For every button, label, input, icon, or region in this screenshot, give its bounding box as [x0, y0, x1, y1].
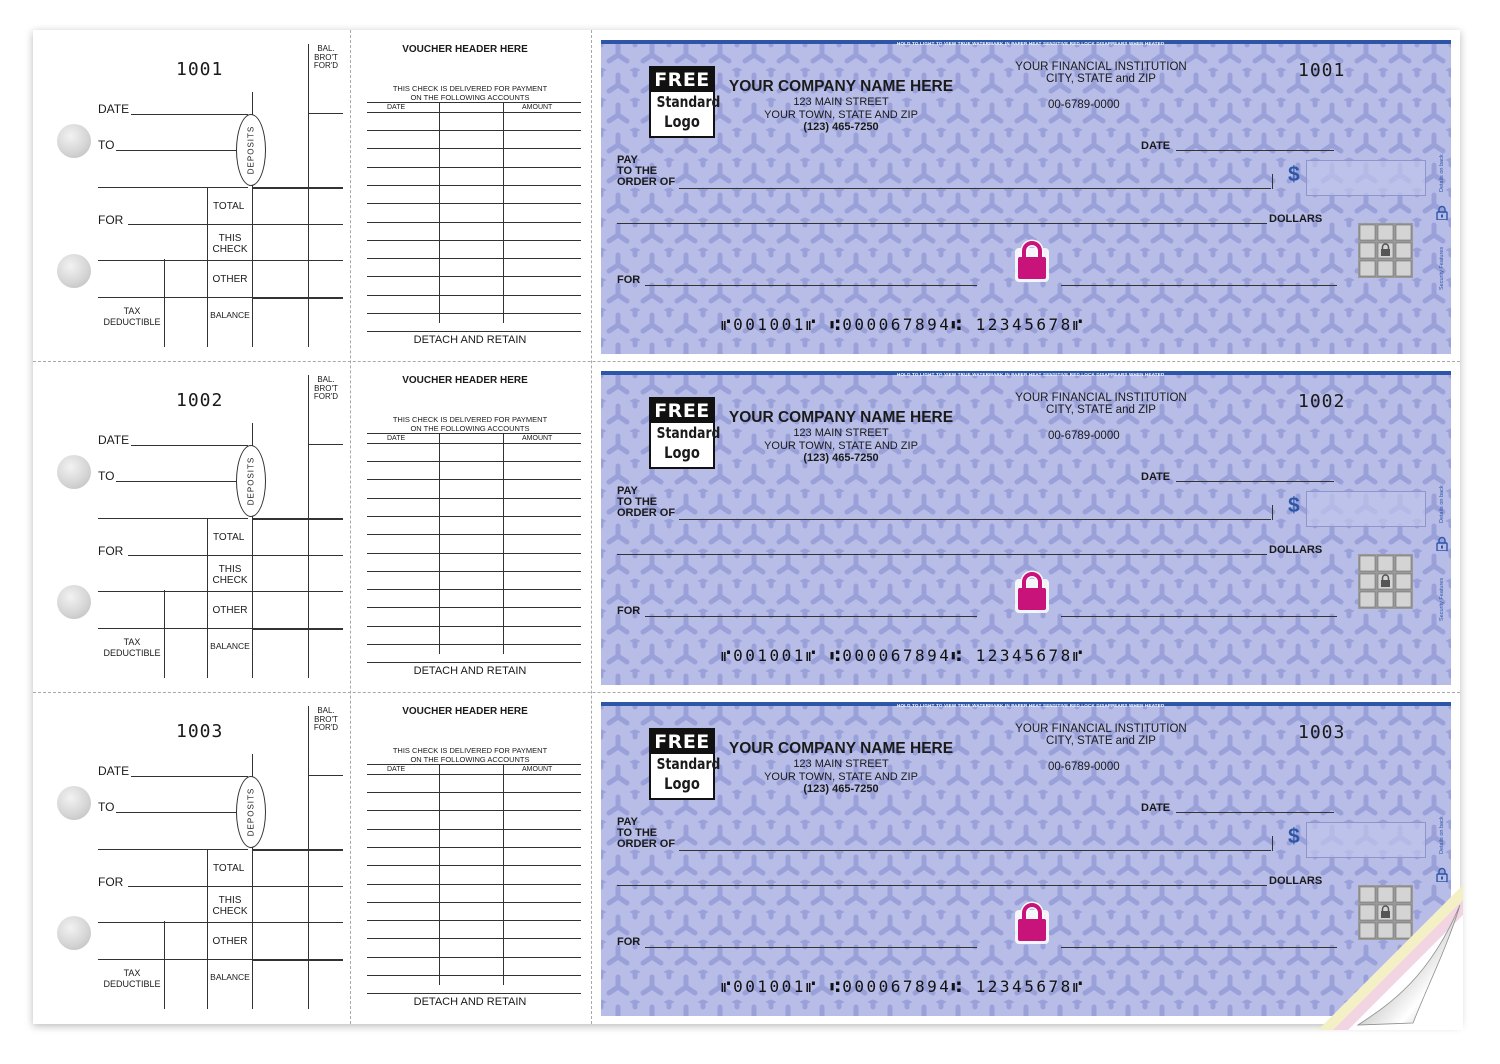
stub-line: [98, 628, 252, 629]
check-number: 1002: [1298, 391, 1346, 412]
company-logo: [649, 397, 721, 469]
logo-standard: Standard: [656, 93, 721, 111]
stub-for-line: [128, 555, 207, 556]
stub-column-line: [207, 518, 208, 678]
company-name: YOUR COMPANY NAME HERE: [728, 740, 954, 757]
company-street: 123 MAIN STREET: [793, 427, 889, 439]
voucher-grid-row-line: [367, 662, 581, 663]
check: [601, 40, 1451, 354]
company-town: YOUR TOWN, STATE AND ZIP: [764, 771, 918, 783]
stub-column-line: [207, 187, 208, 347]
voucher-subtitle-line2: ON THE FOLLOWING ACCOUNTS: [410, 755, 530, 764]
stub-line: [98, 187, 248, 188]
voucher-grid-row-line: [367, 938, 581, 939]
voucher-amount-column: AMOUNT: [522, 766, 553, 773]
voucher-grid-row-line: [367, 222, 581, 223]
stub-for-line: [128, 886, 207, 887]
deposits-label: DEPOSITS: [246, 125, 256, 175]
stub-this-check-label: THIS CHECK: [212, 895, 248, 917]
stub-balance-label: BALANCE: [210, 972, 250, 982]
mp-mark: MP: [1440, 702, 1449, 708]
bank-info: [1011, 61, 1191, 85]
voucher-grid-header-line: [367, 112, 581, 113]
dollars-label: DOLLARS: [1269, 213, 1323, 225]
check-number: 1001: [1298, 60, 1346, 81]
memo-label: FOR: [617, 605, 641, 617]
stub-line: [98, 297, 252, 298]
voucher-grid-row-line: [367, 479, 581, 480]
stub-to-label: TO: [98, 800, 115, 814]
stub-date-label: DATE: [98, 764, 130, 778]
logo-standard: Standard: [656, 755, 721, 773]
pay-to-the-order-of: [617, 486, 675, 519]
company-name: YOUR COMPANY NAME HERE: [728, 78, 954, 95]
security-lock-icon: [1436, 536, 1448, 551]
stub-total-label: TOTAL: [213, 863, 245, 874]
payee-line-end: [1272, 836, 1273, 851]
dollar-sign: $: [1288, 494, 1300, 517]
voucher-header: VOUCHER HEADER HERE: [402, 44, 528, 55]
voucher-grid-row-line: [367, 276, 581, 277]
company-phone: (123) 465-7250: [803, 452, 879, 464]
stub-thick-line: [252, 628, 343, 630]
stub-to-line: [116, 812, 248, 813]
stub-date-line: [131, 445, 248, 446]
bank-city: CITY, STATE and ZIP: [1046, 73, 1156, 85]
stub-column-line: [308, 776, 309, 1009]
stub-to-label: TO: [98, 469, 115, 483]
stub-column-line: [164, 259, 165, 347]
voucher-grid-column-line: [439, 102, 440, 323]
voucher-subtitle-line1: THIS CHECK IS DELIVERED FOR PAYMENT: [392, 415, 548, 424]
voucher-subtitle: [359, 746, 581, 764]
logo-logo: Logo: [664, 443, 700, 462]
stub-check-number: 1001: [176, 59, 224, 80]
voucher-grid-row-line: [367, 295, 581, 296]
voucher-grid-row-line: [367, 516, 581, 517]
security-features-text: Security Features: [1439, 577, 1445, 621]
stub-this-check-label: THIS CHECK: [212, 564, 248, 586]
check-date-label: DATE: [1141, 802, 1171, 814]
voucher-detach-label: DETACH AND RETAIN: [413, 665, 527, 677]
pay-line3: ORDER OF: [617, 176, 676, 188]
stub-line: [98, 591, 343, 592]
check-row-3: [33, 692, 1460, 1023]
voucher-grid-top: [367, 433, 581, 434]
voucher-grid-row-line: [367, 884, 581, 885]
stub-for-label: FOR: [98, 544, 124, 558]
logo-free: FREE: [651, 730, 713, 754]
voucher-date-column: DATE: [387, 766, 406, 773]
security-band: [601, 40, 1451, 44]
bank-city: CITY, STATE and ZIP: [1046, 735, 1156, 747]
stub-for-label: FOR: [98, 875, 124, 889]
stub-to-label: TO: [98, 138, 115, 152]
dollars-label: DOLLARS: [1269, 544, 1323, 556]
voucher-subtitle-line1: THIS CHECK IS DELIVERED FOR PAYMENT: [392, 746, 548, 755]
check-sheet: [33, 30, 1460, 1024]
bal-brot-ford-label: BAL. BRO'T FOR'D: [313, 44, 339, 70]
company-street: 123 MAIN STREET: [793, 96, 889, 108]
stub-line: [207, 224, 343, 225]
payee-line: [679, 850, 1271, 851]
voucher-grid-row-line: [367, 498, 581, 499]
pay-line3: ORDER OF: [617, 507, 676, 519]
security-band: [601, 702, 1451, 706]
voucher-grid-row-line: [367, 258, 581, 259]
stub-date-label: DATE: [98, 102, 130, 116]
hologram-icon: [1358, 554, 1413, 609]
security-band: [601, 371, 1451, 375]
company-town: YOUR TOWN, STATE AND ZIP: [764, 440, 918, 452]
signature-line: [1061, 616, 1337, 617]
check-number: 1003: [1298, 722, 1346, 743]
bal-brot-ford-label: BAL. BRO'T FOR'D: [313, 706, 339, 732]
security-lock-icon: [1436, 205, 1448, 220]
stub-thick-line: [252, 849, 343, 851]
stub-for-line: [128, 224, 207, 225]
stub-total-label: TOTAL: [213, 532, 245, 543]
company-phone: (123) 465-7250: [803, 121, 879, 133]
stub-date-line: [131, 776, 248, 777]
voucher-amount-column: AMOUNT: [522, 104, 553, 111]
payee-line: [679, 188, 1271, 189]
logo-free: FREE: [651, 399, 713, 423]
stub-thick-line: [252, 518, 343, 520]
voucher-grid-row-line: [367, 920, 581, 921]
security-band-text: HOLD TO LIGHT TO VIEW TRUE WATERMARK IN PAPER HEAT SENSITIVE RED LOCK DISAPPEARS WHEN HEATED: [897, 372, 1165, 377]
pay-to-the-order-of: [617, 817, 675, 850]
pay-line1: PAY: [617, 816, 638, 828]
stub-date-label: DATE: [98, 433, 130, 447]
mp-mark: MP: [1440, 371, 1449, 377]
dollar-sign: $: [1288, 163, 1300, 186]
voucher-date-column: DATE: [387, 104, 406, 111]
deposits-bracket: [236, 776, 266, 848]
stub-date-line: [131, 114, 248, 115]
punch-hole: [57, 916, 91, 950]
voucher-date-column: DATE: [387, 435, 406, 442]
amount-box: [1306, 491, 1426, 527]
bank-name: YOUR FINANCIAL INSTITUTION: [1015, 61, 1187, 73]
bank-name: YOUR FINANCIAL INSTITUTION: [1015, 723, 1187, 735]
stub-thick-line: [252, 959, 343, 961]
details-on-back-text: Details on back: [1439, 154, 1445, 192]
written-amount-line: [617, 885, 1267, 886]
bank-name: YOUR FINANCIAL INSTITUTION: [1015, 392, 1187, 404]
punch-hole: [57, 455, 91, 489]
voucher-subtitle-line2: ON THE FOLLOWING ACCOUNTS: [410, 424, 530, 433]
stub-column-line: [164, 590, 165, 678]
voucher-grid-row-line: [367, 902, 581, 903]
security-band-text: HOLD TO LIGHT TO VIEW TRUE WATERMARK IN PAPER HEAT SENSITIVE RED LOCK DISAPPEARS WHEN HEATED: [897, 41, 1165, 46]
register-stub: [33, 30, 349, 361]
deposits-label: DEPOSITS: [246, 456, 256, 506]
pay-to-the-order-of: [617, 155, 675, 188]
heat-sensitive-lock-icon: [1015, 900, 1049, 944]
micr-line: ⑈001001⑈ ⑆000067894⑆ 12345678⑈: [721, 977, 1085, 996]
logo-logo: Logo: [664, 112, 700, 131]
voucher-grid-row-line: [367, 167, 581, 168]
voucher: [359, 30, 581, 361]
punch-hole: [57, 124, 91, 158]
stub-to-line: [116, 481, 248, 482]
security-lock-icon: [1436, 867, 1448, 882]
voucher-detach-label: DETACH AND RETAIN: [413, 334, 527, 346]
deposits-label: DEPOSITS: [246, 787, 256, 837]
voucher-grid-row-line: [367, 185, 581, 186]
bank-info: [1011, 392, 1191, 416]
check-row-2: [33, 361, 1460, 692]
voucher-header: VOUCHER HEADER HERE: [402, 706, 528, 717]
voucher-amount-column: AMOUNT: [522, 435, 553, 442]
voucher-grid-row-line: [367, 792, 581, 793]
company-name: YOUR COMPANY NAME HERE: [728, 409, 954, 426]
payee-line-end: [1272, 174, 1273, 189]
voucher-grid-row-line: [367, 313, 581, 314]
signature-line: [1061, 285, 1337, 286]
voucher-grid-row-line: [367, 975, 581, 976]
amount-box: [1306, 822, 1426, 858]
punch-hole: [57, 254, 91, 288]
memo-label: FOR: [617, 936, 641, 948]
voucher-grid-row-line: [367, 829, 581, 830]
stub-line: [207, 886, 343, 887]
micr-line: ⑈001001⑈ ⑆000067894⑆ 12345678⑈: [721, 646, 1085, 665]
stub-line: [98, 849, 248, 850]
written-amount-line: [617, 554, 1267, 555]
bank-info: [1011, 723, 1191, 747]
check-date-label: DATE: [1141, 140, 1171, 152]
voucher-grid-row-line: [367, 993, 581, 994]
memo-line: [645, 285, 977, 286]
stub-balance-label: BALANCE: [210, 641, 250, 651]
payee-line: [679, 519, 1271, 520]
pay-line2: TO THE: [617, 165, 658, 177]
stub-balance-label: BALANCE: [210, 310, 250, 320]
memo-line: [645, 947, 977, 948]
check-row-1: [33, 30, 1460, 361]
payee-line-end: [1272, 505, 1273, 520]
check-date-line: [1176, 150, 1334, 151]
pay-line3: ORDER OF: [617, 838, 676, 850]
voucher-grid-header-line: [367, 443, 581, 444]
voucher-subtitle: [359, 84, 581, 102]
voucher-grid-top: [367, 764, 581, 765]
voucher-grid-row-line: [367, 589, 581, 590]
company-logo: [649, 728, 721, 800]
voucher-grid-row-line: [367, 331, 581, 332]
voucher-grid-column-line: [503, 764, 504, 985]
voucher-header: VOUCHER HEADER HERE: [402, 375, 528, 386]
memo-label: FOR: [617, 274, 641, 286]
stub-for-label: FOR: [98, 213, 124, 227]
routing-fraction: 00-6789-0000: [1048, 99, 1120, 111]
logo-standard: Standard: [656, 424, 721, 442]
voucher-grid-row-line: [367, 203, 581, 204]
company-phone: (123) 465-7250: [803, 783, 879, 795]
company-logo: [649, 66, 721, 138]
check-date-line: [1176, 481, 1334, 482]
stub-column-line: [207, 849, 208, 1009]
check-date-line: [1176, 812, 1334, 813]
written-amount-line: [617, 223, 1267, 224]
stub-check-number: 1002: [176, 390, 224, 411]
stub-other-label: OTHER: [212, 274, 248, 285]
voucher-grid-top: [367, 102, 581, 103]
dollar-sign: $: [1288, 825, 1300, 848]
check: [601, 371, 1451, 685]
voucher-detach-label: DETACH AND RETAIN: [413, 996, 527, 1008]
voucher-grid-header-line: [367, 774, 581, 775]
voucher-grid-column-line: [503, 102, 504, 323]
voucher-grid-column-line: [439, 764, 440, 985]
page-curl: [1318, 885, 1463, 1030]
routing-fraction: 00-6789-0000: [1048, 430, 1120, 442]
heat-sensitive-lock-icon: [1015, 569, 1049, 613]
deposits-bracket: [236, 114, 266, 186]
stub-tax-deductible-label: TAX DEDUCTIBLE: [103, 637, 161, 658]
stub-line: [98, 518, 248, 519]
amount-box: [1306, 160, 1426, 196]
voucher-subtitle-line1: THIS CHECK IS DELIVERED FOR PAYMENT: [392, 84, 548, 93]
pay-line2: TO THE: [617, 496, 658, 508]
micr-line: ⑈001001⑈ ⑆000067894⑆ 12345678⑈: [721, 315, 1085, 334]
voucher-grid-row-line: [367, 644, 581, 645]
voucher-grid-row-line: [367, 130, 581, 131]
security-features-text: Security Features: [1439, 246, 1445, 290]
voucher: [359, 361, 581, 692]
stub-thick-line: [252, 297, 343, 299]
bal-brot-ford-label: BAL. BRO'T FOR'D: [313, 375, 339, 401]
stub-line: [98, 959, 252, 960]
register-stub: [33, 361, 349, 692]
voucher-grid-row-line: [367, 847, 581, 848]
signature-line: [1061, 947, 1337, 948]
voucher-grid-column-line: [439, 433, 440, 654]
register-stub: [33, 692, 349, 1023]
dollars-label: DOLLARS: [1269, 875, 1323, 887]
bank-city: CITY, STATE and ZIP: [1046, 404, 1156, 416]
stub-this-check-label: THIS CHECK: [212, 233, 248, 255]
voucher-grid-row-line: [367, 461, 581, 462]
punch-hole: [57, 585, 91, 619]
voucher-grid-row-line: [367, 607, 581, 608]
stub-other-label: OTHER: [212, 936, 248, 947]
voucher-grid-row-line: [367, 957, 581, 958]
stub-total-label: TOTAL: [213, 201, 245, 212]
voucher-grid-row-line: [367, 553, 581, 554]
stub-column-line: [164, 921, 165, 1009]
pay-line2: TO THE: [617, 827, 658, 839]
deposits-bracket: [236, 445, 266, 517]
voucher-grid-row-line: [367, 148, 581, 149]
company-town: YOUR TOWN, STATE AND ZIP: [764, 109, 918, 121]
voucher: [359, 692, 581, 1023]
logo-free: FREE: [651, 68, 713, 92]
check-date-label: DATE: [1141, 471, 1171, 483]
pay-line1: PAY: [617, 485, 638, 497]
stub-check-number: 1003: [176, 721, 224, 742]
punch-hole: [57, 786, 91, 820]
logo-logo: Logo: [664, 774, 700, 793]
stub-other-label: OTHER: [212, 605, 248, 616]
stub-to-line: [116, 150, 248, 151]
stub-line: [98, 922, 343, 923]
voucher-grid-row-line: [367, 865, 581, 866]
voucher-grid-row-line: [367, 626, 581, 627]
stub-line: [207, 555, 343, 556]
hologram-icon: [1358, 223, 1413, 278]
stub-tax-deductible-label: TAX DEDUCTIBLE: [103, 306, 161, 327]
details-on-back-text: Details on back: [1439, 485, 1445, 523]
voucher-grid-column-line: [503, 433, 504, 654]
stub-tax-deductible-label: TAX DEDUCTIBLE: [103, 968, 161, 989]
stub-column-line: [308, 445, 309, 678]
details-on-back-text: Details on back: [1439, 816, 1445, 854]
mp-mark: MP: [1440, 40, 1449, 46]
voucher-grid-row-line: [367, 534, 581, 535]
voucher-grid-row-line: [367, 571, 581, 572]
stub-thick-line: [252, 187, 343, 189]
voucher-subtitle-line2: ON THE FOLLOWING ACCOUNTS: [410, 93, 530, 102]
security-band-text: HOLD TO LIGHT TO VIEW TRUE WATERMARK IN PAPER HEAT SENSITIVE RED LOCK DISAPPEARS WHEN HEATED: [897, 703, 1165, 708]
pay-line1: PAY: [617, 154, 638, 166]
voucher-grid-row-line: [367, 810, 581, 811]
routing-fraction: 00-6789-0000: [1048, 761, 1120, 773]
heat-sensitive-lock-icon: [1015, 238, 1049, 282]
memo-line: [645, 616, 977, 617]
company-street: 123 MAIN STREET: [793, 758, 889, 770]
voucher-subtitle: [359, 415, 581, 433]
voucher-grid-row-line: [367, 240, 581, 241]
stub-line: [98, 260, 343, 261]
stub-column-line: [308, 114, 309, 347]
